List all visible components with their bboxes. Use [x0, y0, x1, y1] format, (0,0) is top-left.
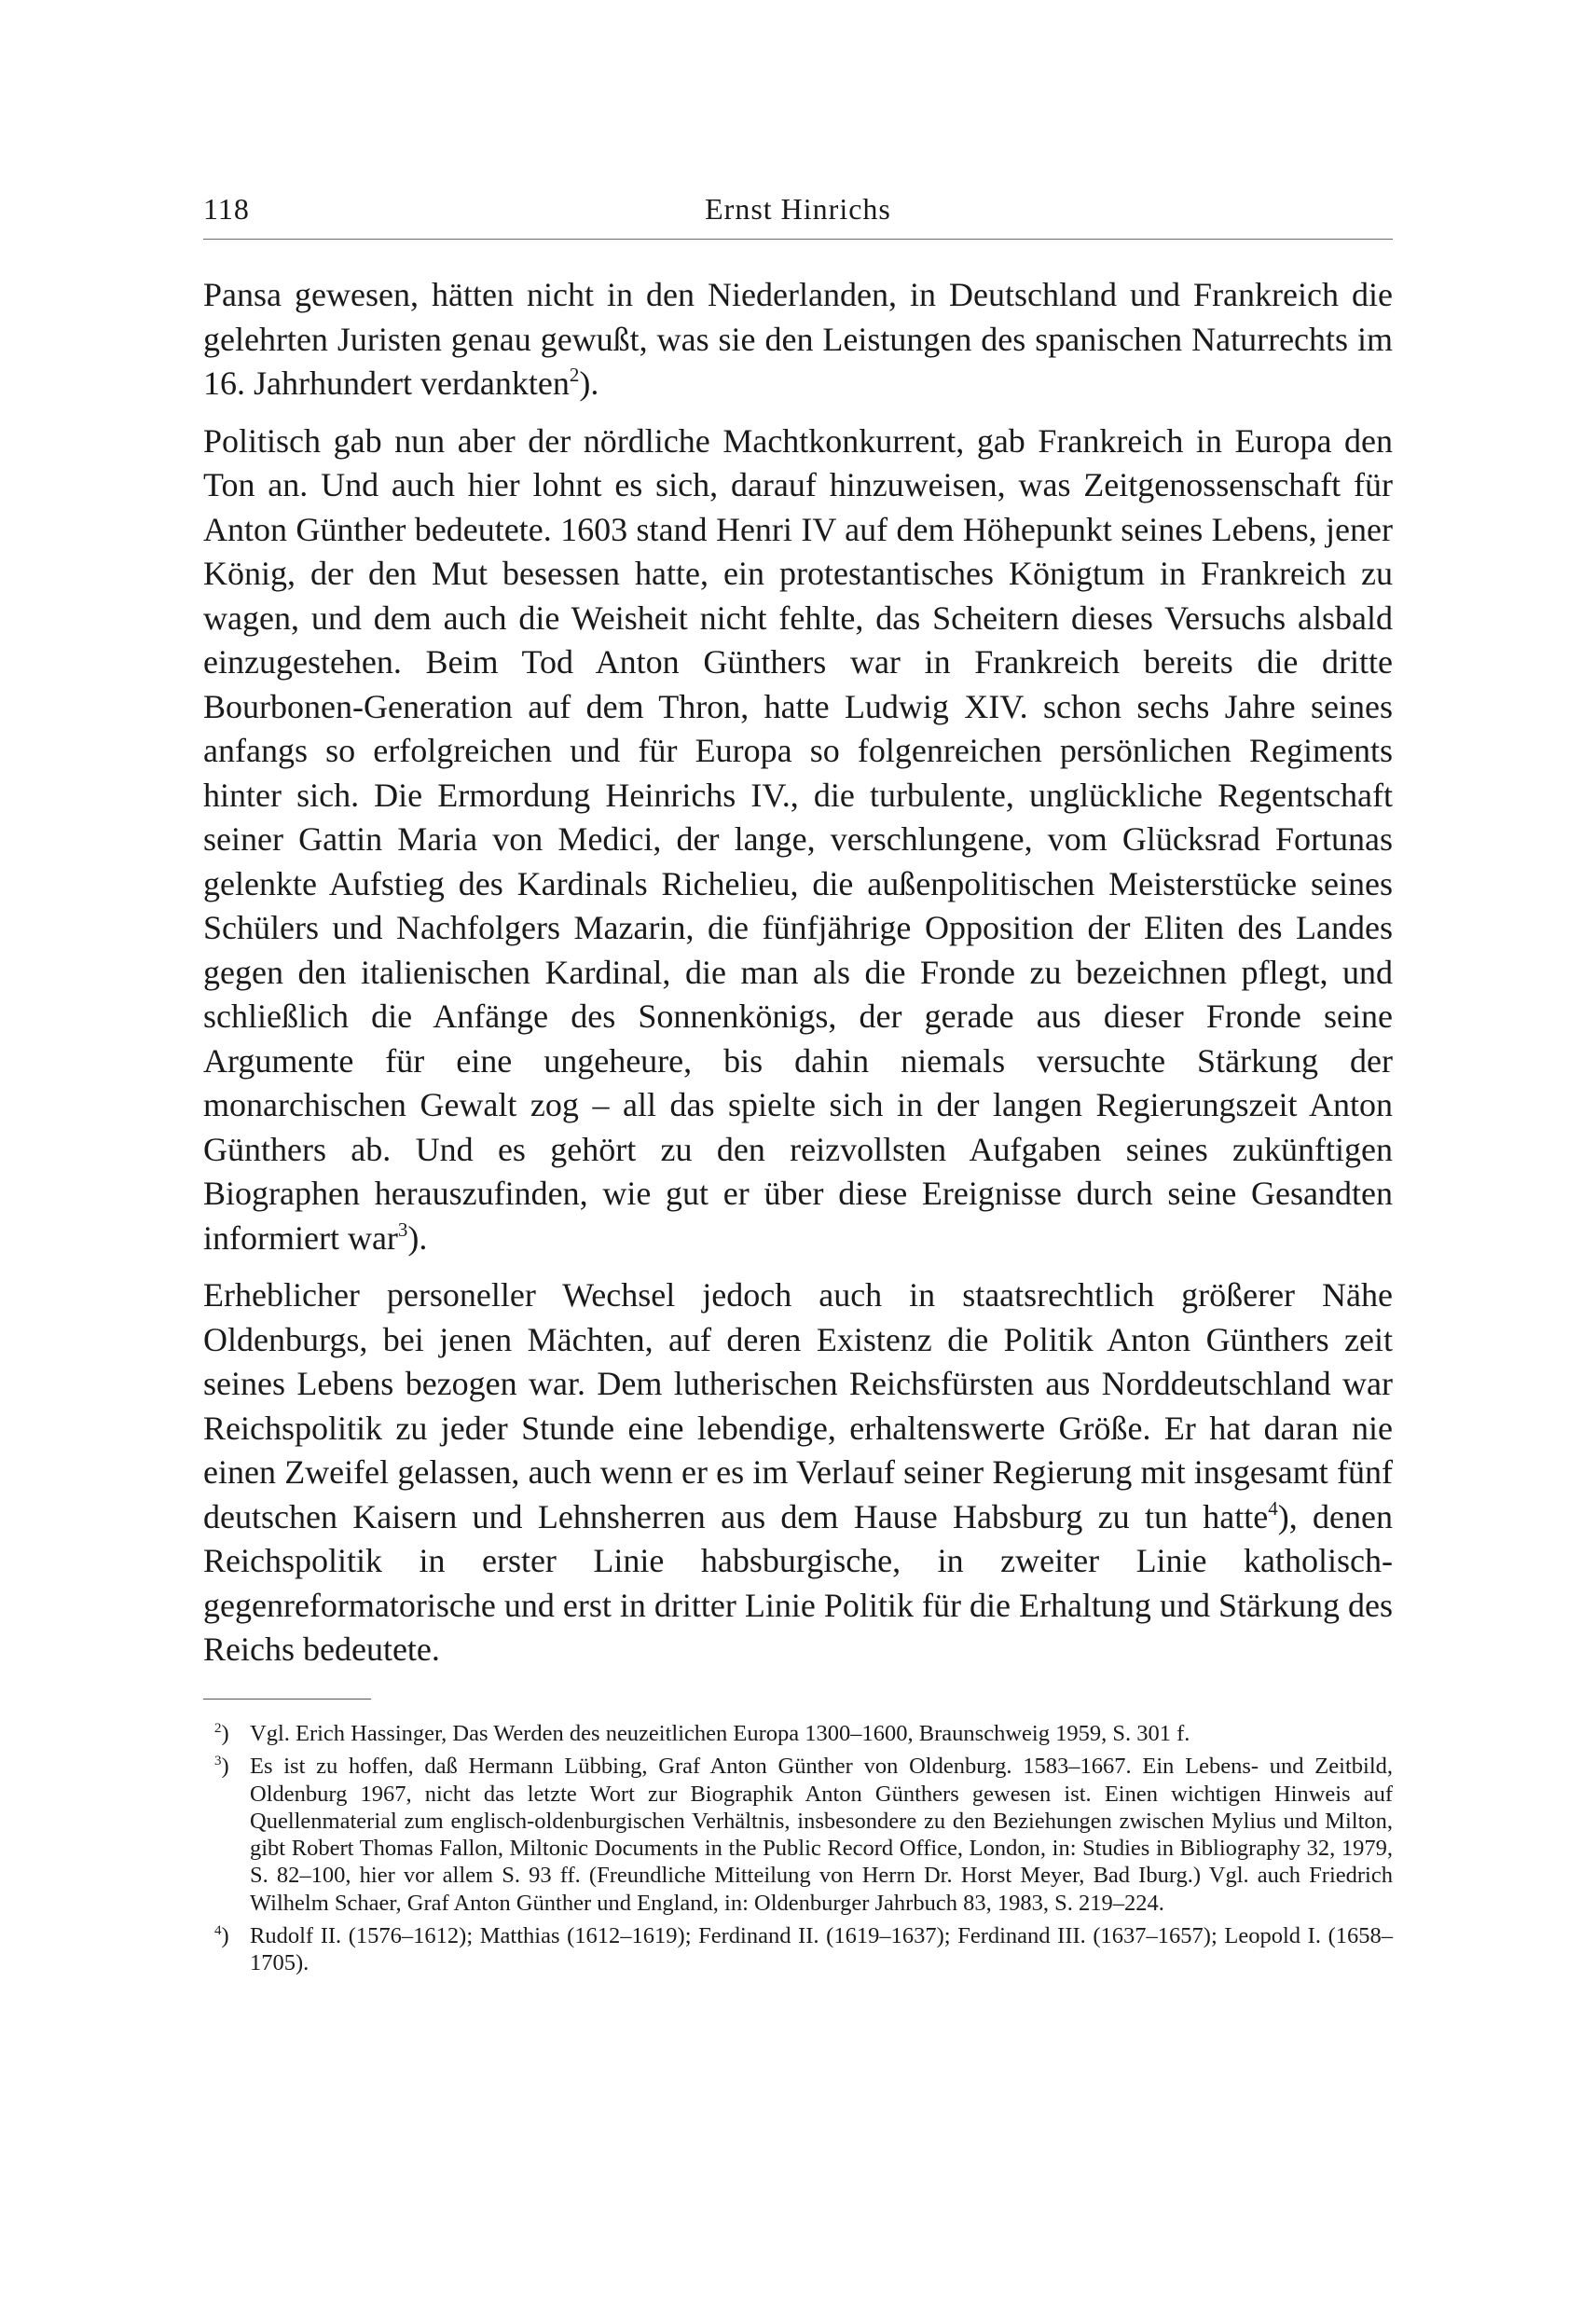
footnote-rule — [203, 1699, 371, 1700]
footnote-ref-3[interactable]: 3 — [397, 1218, 408, 1241]
page-number: 118 — [203, 192, 250, 226]
paragraph-text: ), denen Reichspolitik in erster Linie habsburgische, in zweiter Linie katholisch-gegenreformatorische und erst in dritter Linie Politik für die Erhaltung und Stärkung des Reichs bedeutete. — [203, 1497, 1394, 1668]
footnote-text: Es ist zu hoffen, daß Hermann Lübbing, Graf Anton Günther von Oldenburg. 1583–1667. Ein Lebens- und Zeitbild, Oldenburg 1967, nicht das letzte Wort zur Biographik Anton Günthers gewesen ist. Einen wichtigen Hinweis auf Quellenmaterial zum englisch-oldenburgischen Verhältnis, insbesondere zu den Beziehungen zwischen Mylius und Milton, gibt Robert Thomas Fallon, Miltonic Documents in the Public Record Office, London, in: Studies in Bibliography 32, 1979, S. 82–100, hier vor allem S. 93 ff. (Freundliche Mitteilung von Herrn Dr. Horst Meyer, Bad Iburg.) Vgl. auch Friedrich Wilhelm Schaer, Graf Anton Günther und England, in: Oldenburger Jahrbuch 83, 1983, S. 219–224. — [250, 1754, 1393, 1916]
footnote-number: 2 — [214, 1721, 222, 1736]
footnote-text: Vgl. Erich Hassinger, Das Werden des neuzeitlichen Europa 1300–1600, Braunschweig 1959, S. 301 f. — [250, 1721, 1190, 1746]
paragraph-text: ). — [407, 1218, 428, 1257]
page-header — [203, 192, 1393, 237]
footnote-text: Rudolf II. (1576–1612); Matthias (1612–1619); Ferdinand II. (1619–1637); Ferdinand III. (1637–1657); Leopold I. (1658–1705). — [250, 1923, 1393, 1976]
paragraph-1 — [203, 273, 1393, 406]
footnote-paren: ) — [221, 1923, 229, 1949]
footnote-paren: ) — [221, 1754, 229, 1780]
paragraph-2 — [203, 420, 1393, 1261]
footnote-2 — [203, 1720, 1393, 1747]
footnotes — [203, 1720, 1393, 1977]
paragraph-text: Erheblicher personeller Wechsel jedoch auch in staatsrechtlich größerer Nähe Oldenburgs, bei jenen Mächten, auf deren Existenz die Politik Anton Günthers zeit seines Lebens bezogen war. Dem lutherischen Reichsfürsten aus Norddeutschland war Reichspolitik zu jeder Stunde eine lebendige, erhaltenswerte Größe. Er hat daran nie einen Zweifel gelassen, auch wenn er es im Verlauf seiner Regierung mit insgesamt fünf deutschen Kaisern und Lehnsherren aus dem Hause Habsburg zu tun hatte — [203, 1276, 1393, 1535]
footnote-number: 3 — [214, 1754, 222, 1769]
footnote-marker — [214, 1753, 229, 1780]
footnote-4 — [203, 1922, 1393, 1977]
footnote-ref-2[interactable]: 2 — [569, 364, 580, 386]
paragraph-text: ). — [579, 365, 599, 402]
footnote-ref-4[interactable]: 4 — [1268, 1496, 1278, 1520]
footnote-3 — [203, 1753, 1393, 1917]
footnote-number: 4 — [214, 1923, 222, 1939]
paragraph-text: Politisch gab nun aber der nördliche Machtkonkurrent, gab Frankreich in Europa den Ton an. Und auch hier lohnt es sich, darauf hinzuweisen, was Zeitgenossenschaft für Anton Günther bedeutete. 1603 stand Henri IV auf dem Höhepunkt seines Lebens, jener König, der den Mut besessen hatte, ein protestantisches Königtum in Frankreich zu wagen, und dem auch die Weisheit nicht fehlte, das Scheitern dieses Versuchs alsbald einzugestehen. Beim Tod Anton Günthers war in Frankreich bereits die dritte Bourbonen-Generation auf dem Thron, hatte Ludwig XIV. schon sechs Jahre seines anfangs so erfolgreichen und für Europa so folgenreichen persönlichen Regiments hinter sich. Die Ermordung Heinrichs IV., die turbulente, unglückliche Regentschaft seiner Gattin Maria von Medici, der lange, verschlungene, vom Glücksrad Fortunas gelenkte Aufstieg des Kardinals Richelieu, die außenpolitischen Meisterstücke seines Schülers und Nachfolgers Mazarin, die fünfjährige Opposition der Eliten des Landes gegen den italienischen Kardinal, die man als die Fronde zu bezeichnen pflegt, und schließlich die Anfänge des Sonnenkönigs, der gerade aus dieser Fronde seine Argumente für eine ungeheure, bis dahin niemals versuchte Stärkung der monarchischen Gewalt zog – all das spielte sich in der langen Regierungszeit Anton Günthers ab. Und es gehört zu den reizvollsten Aufgaben seines zukünftigen Biographen herauszufinden, wie gut er über diese Ereignisse durch seine Gesandten informiert war — [203, 421, 1393, 1257]
paragraph-text: Pansa gewesen, hätten nicht in den Niederlanden, in Deutschland und Frankreich die gelehrten Juristen genau gewußt, was sie den Leistungen des spanischen Naturrechts im 16. Jahrhundert verdankten — [203, 276, 1393, 402]
footnote-marker — [214, 1922, 229, 1949]
paragraph-3 — [203, 1273, 1393, 1672]
header-rule — [203, 239, 1393, 240]
running-head: Ernst Hinrichs — [705, 192, 891, 226]
body-text — [203, 273, 1393, 1672]
footnote-marker — [214, 1720, 229, 1747]
footnote-paren: ) — [221, 1721, 229, 1746]
